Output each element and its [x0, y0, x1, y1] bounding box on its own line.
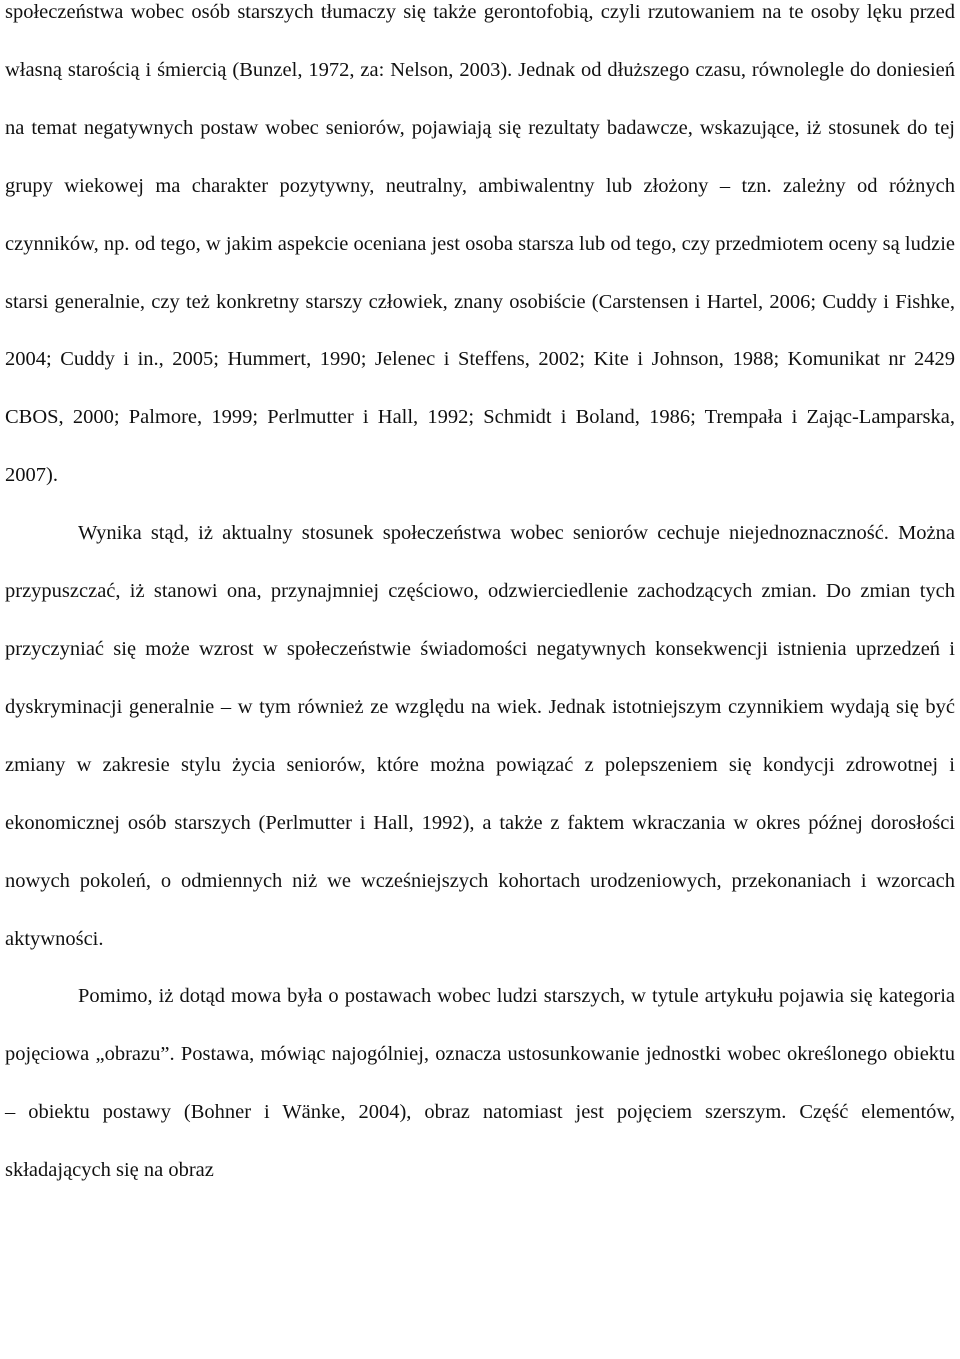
- paragraph-2: Wynika stąd, iż aktualny stosunek społeczeństwa wobec seniorów cechuje niejednoznaczność. Można przypuszczać, iż stanowi ona, przynajmniej częściowo, odzwierciedlenie zachodzących zmian. Do zmian tych przyczyniać się może wzrost w społeczeństwie świadomości negatywnych konsekwencji istnienia uprzedzeń i dyskryminacji generalnie – w tym również ze względu na wiek. Jednak istotniejszym czynnikiem wydają się być zmiany w zakresie stylu życia seniorów, które można powiązać z polepszeniem się kondycji zdrowotnej i ekonomicznej osób starszych (Perlmutter i Hall, 1992), a także z faktem wkraczania w okres późnej dorosłości nowych pokoleń, o odmiennych niż we wcześniejszych kohortach urodzeniowych, przekonaniach i wzorcach aktywności.: [5, 522, 955, 950]
- paragraph-3: Pomimo, iż dotąd mowa była o postawach wobec ludzi starszych, w tytule artykułu pojawia się kategoria pojęciowa „obrazu”. Postawa, mówiąc najogólniej, oznacza ustosunkowanie jednostki wobec określonego obiektu – obiektu postawy (Bohner i Wänke, 2004), obraz natomiast jest pojęciem szerszym. Część elementów, składających się na obraz: [5, 985, 955, 1182]
- paragraph-1: społeczeństwa wobec osób starszych tłumaczy się także gerontofobią, czyli rzutowaniem na te osoby lęku przed własną starością i śmiercią (Bunzel, 1972, za: Nelson, 2003). Jednak od dłuższego czasu, równolegle do doniesień na temat negatywnych postaw wobec seniorów, pojawiają się rezultaty badawcze, wskazujące, iż stosunek do tej grupy wiekowej ma charakter pozytywny, neutralny, ambiwalentny lub złożony – tzn. zależny od różnych czynników, np. od tego, w jakim aspekcie oceniana jest osoba starsza lub od tego, czy przedmiotem oceny są ludzie starsi generalnie, czy też konkretny starszy człowiek, znany osobiście (Carstensen i Hartel, 2006; Cuddy i Fishke, 2004; Cuddy i in., 2005; Hummert, 1990; Jelenec i Steffens, 2002; Kite i Johnson, 1988; Komunikat nr 2429 CBOS, 2000; Palmore, 1999; Perlmutter i Hall, 1992; Schmidt i Boland, 1986; Trempała i Zając-Lamparska, 2007).: [5, 1, 955, 487]
- document-page: [5, 0, 955, 1200]
